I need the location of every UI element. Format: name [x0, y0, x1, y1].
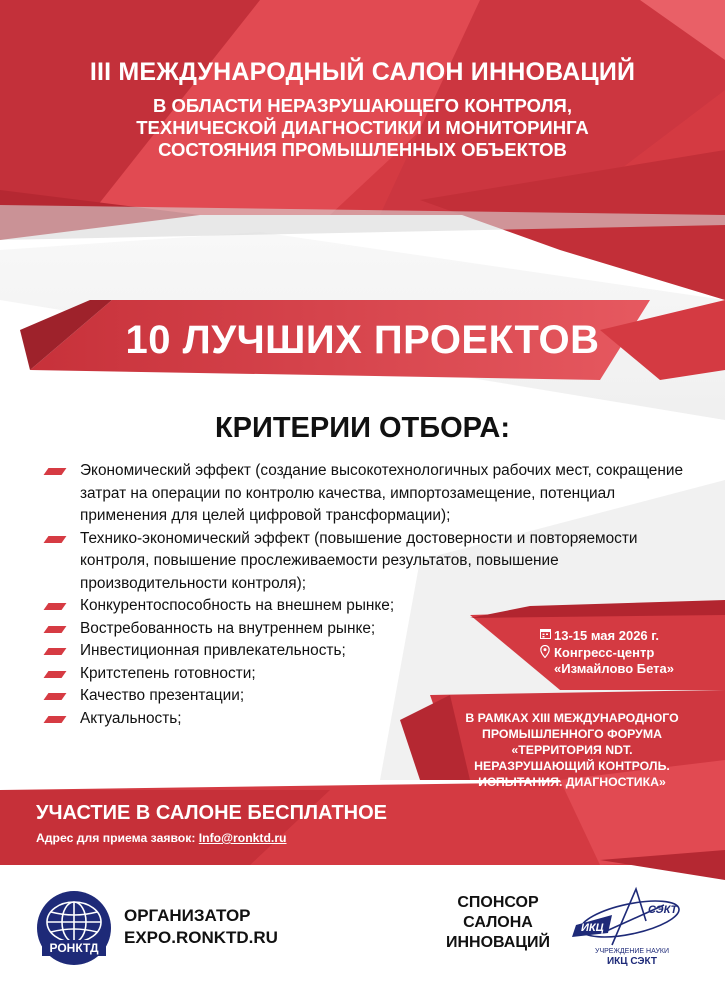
ikc-logo-caption: ИКЦ СЭКТ [606, 956, 658, 967]
page-title: III МЕЖДУНАРОДНЫЙ САЛОН ИННОВАЦИЙ [89, 58, 636, 86]
event-venue-line: Конгресс-центр [554, 645, 655, 660]
criteria-item: Конкурентоспособность на внешнем рынке; [46, 595, 686, 618]
sponsor-line: САЛОНА [463, 914, 533, 931]
application-address [36, 831, 287, 845]
event-venue-line: «Измайлово Бета» [554, 661, 675, 676]
application-label: Адрес для приема заявок: [36, 831, 196, 845]
criteria-item: Критстепень готовности; [46, 663, 686, 686]
ronktd-logo-text: РОНКТД [49, 941, 99, 955]
ikc-sekt-logo [572, 885, 692, 967]
criteria-list [46, 460, 686, 730]
sponsor-line: ИННОВАЦИЙ [445, 934, 551, 951]
top-projects-banner: 10 ЛУЧШИХ ПРОЕКТОВ [125, 318, 600, 362]
calendar-icon [540, 628, 554, 645]
forum-line: В РАМКАХ XIII МЕЖДУНАРОДНОГО [465, 711, 679, 725]
application-email-link[interactable]: Info@ronktd.ru [198, 831, 287, 845]
sponsor-block [440, 893, 556, 953]
map-pin-icon [540, 645, 554, 664]
organizer-label: ОРГАНИЗАТОР [124, 906, 251, 925]
criteria-item: Актуальность; [46, 708, 686, 731]
forum-info [448, 710, 696, 790]
ronktd-logo [36, 890, 112, 966]
event-info [540, 628, 674, 677]
criteria-item: Инвестиционная привлекательность; [46, 640, 686, 663]
forum-line: ПРОМЫШЛЕННОГО ФОРУМА «ТЕРРИТОРИЯ NDT. [482, 727, 662, 757]
free-participation-text: УЧАСТИЕ В САЛОНЕ БЕСПЛАТНОЕ [36, 802, 388, 824]
criteria-item: Технико-экономический эффект (повышение достоверности и повторяемости контроля, повышение прослеживаемости результатов, повышение производительности контроля); [46, 528, 686, 596]
criteria-title: КРИТЕРИИ ОТБОРА: [214, 412, 511, 444]
subtitle-line: ТЕХНИЧЕСКОЙ ДИАГНОСТИКИ И МОНИТОРИНГА [136, 117, 589, 138]
event-date: 13-15 мая 2026 г. [554, 628, 659, 643]
sponsor-line: СПОНСОР [457, 894, 539, 911]
page-subtitle [0, 95, 725, 161]
organizer-site-link[interactable]: EXPO.RONKTD.RU [124, 928, 278, 947]
subtitle-line: В ОБЛАСТИ НЕРАЗРУШАЮЩЕГО КОНТРОЛЯ, [153, 95, 572, 116]
forum-line: НЕРАЗРУШАЮЩИЙ КОНТРОЛЬ. [474, 759, 670, 773]
event-venue-row [540, 645, 674, 677]
header [0, 58, 725, 161]
subtitle-line: СОСТОЯНИЯ ПРОМЫШЛЕННЫХ ОБЪЕКТОВ [158, 139, 567, 160]
ikc-logo-caption: УЧРЕЖДЕНИЕ НАУКИ [595, 948, 669, 955]
event-date-row [540, 628, 674, 645]
event-venue [554, 645, 674, 677]
criteria-item: Качество презентации; [46, 685, 686, 708]
ikc-logo-text: ИКЦ [581, 922, 604, 934]
organizer-block [124, 905, 278, 949]
criteria-item: Востребованность на внутреннем рынке; [46, 618, 686, 641]
sekt-logo-text: СЭКТ [648, 904, 678, 916]
criteria-item: Экономический эффект (создание высокотехнологичных рабочих мест, сокращение затрат на операции по контролю качества, импортозамещение, потенциал применения для целей цифровой трансформации); [46, 460, 686, 528]
forum-line: ИСПЫТАНИЯ. ДИАГНОСТИКА» [478, 775, 666, 789]
